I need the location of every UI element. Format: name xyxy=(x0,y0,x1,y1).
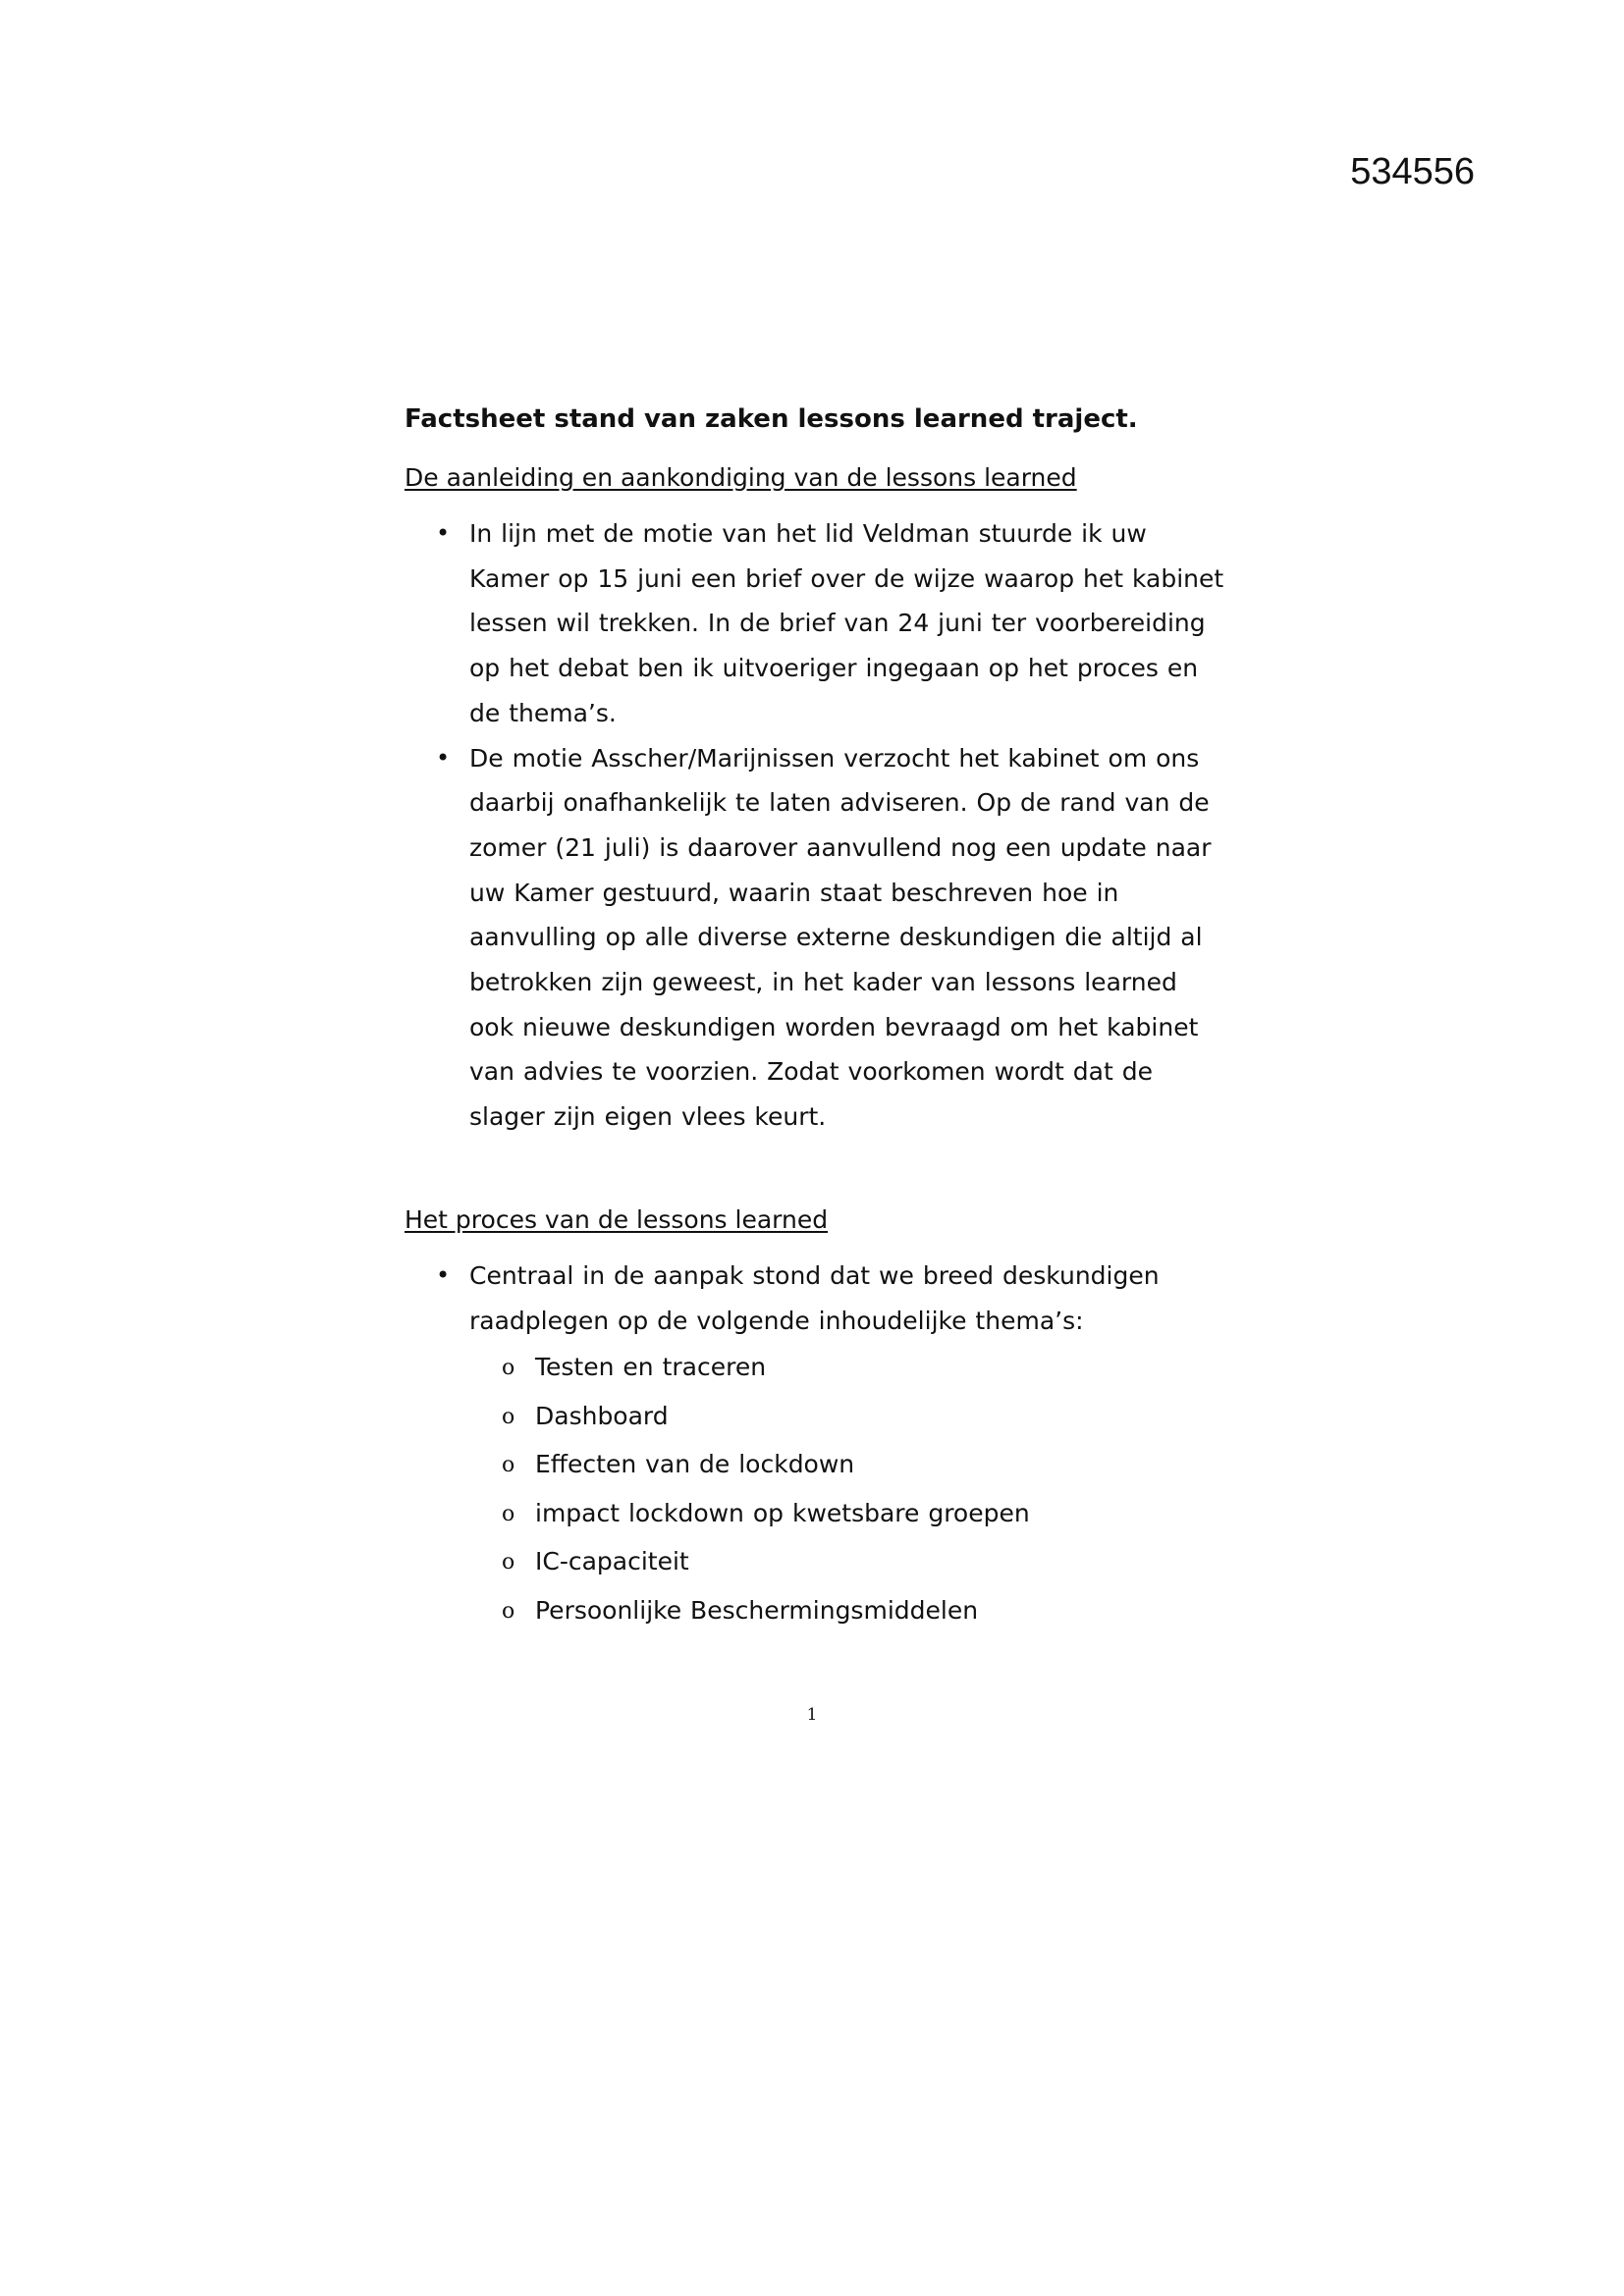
theme-label: impact lockdown op kwetsbare groepen xyxy=(535,1498,1030,1527)
circle-bullet-icon: o xyxy=(502,1356,515,1381)
bullet-line: Centraal in de aanpak stond dat we breed deskundigen xyxy=(469,1260,1160,1290)
bullet-line: slager zijn eigen vlees keurt. xyxy=(469,1102,827,1132)
section-heading-proces: Het proces van de lessons learned xyxy=(405,1204,829,1234)
page-number: 1 xyxy=(806,1705,818,1725)
bullet-line: lessen wil trekken. In de brief van 24 juni ter voorbereiding xyxy=(469,609,1206,638)
theme-item xyxy=(405,1586,1249,1635)
theme-item xyxy=(405,1440,1249,1489)
bullet-list-proces xyxy=(405,1254,1249,1634)
theme-list xyxy=(469,1343,1249,1634)
bullet-line: Kamer op 15 juni een brief over de wijze waarop het kabinet xyxy=(469,563,1224,593)
bullet-line: uw Kamer gestuurd, waarin staat beschreven hoe in xyxy=(469,878,1119,907)
bullet-item xyxy=(405,736,1249,1140)
theme-label: IC-capaciteit xyxy=(535,1547,689,1576)
theme-item xyxy=(405,1537,1249,1586)
theme-item xyxy=(405,1392,1249,1441)
bullet-line: In lijn met de motie van het lid Veldman stuurde ik uw xyxy=(469,519,1147,548)
bullet-line: De motie Asscher/Marijnissen verzocht het kabinet om ons xyxy=(469,743,1200,773)
bullet-item xyxy=(405,1254,1249,1634)
bullet-line: de thema’s. xyxy=(469,698,617,727)
bullet-item xyxy=(405,511,1249,736)
theme-item xyxy=(405,1489,1249,1538)
bullet-line: betrokken zijn geweest, in het kader van lessons learned xyxy=(469,968,1177,997)
bullet-line: ook nieuwe deskundigen worden bevraagd om het kabinet xyxy=(469,1012,1199,1041)
circle-bullet-icon: o xyxy=(502,1501,515,1526)
circle-bullet-icon: o xyxy=(502,1453,515,1478)
bullet-icon: • xyxy=(436,1260,451,1289)
theme-label: Effecten van de lockdown xyxy=(535,1450,855,1479)
section-heading-aanleiding: De aanleiding en aankondiging van de lessons learned xyxy=(405,463,1077,492)
document-body xyxy=(405,400,1249,1634)
bullet-line: zomer (21 juli) is daarover aanvullend nog een update naar xyxy=(469,832,1212,862)
circle-bullet-icon: o xyxy=(502,1404,515,1429)
theme-item xyxy=(405,1343,1249,1392)
bullet-list-aanleiding xyxy=(405,511,1249,1140)
circle-bullet-icon: o xyxy=(502,1598,515,1624)
bullet-line: op het debat ben ik uitvoeriger ingegaan op het proces en xyxy=(469,654,1199,683)
document-title: Factsheet stand van zaken lessons learned traject. xyxy=(405,404,1138,434)
circle-bullet-icon: o xyxy=(502,1550,515,1575)
theme-label: Testen en traceren xyxy=(535,1353,767,1382)
theme-label: Persoonlijke Beschermingsmiddelen xyxy=(535,1595,979,1625)
bullet-line: van advies te voorzien. Zodat voorkomen wordt dat de xyxy=(469,1057,1153,1087)
theme-label: Dashboard xyxy=(535,1401,669,1430)
bullet-line: raadplegen op de volgende inhoudelijke thema’s: xyxy=(469,1306,1084,1335)
bullet-line: daarbij onafhankelijk te laten adviseren. Op de rand van de xyxy=(469,788,1210,818)
bullet-icon: • xyxy=(436,743,451,772)
bullet-icon: • xyxy=(436,519,451,547)
bullet-line: aanvulling op alle diverse externe deskundigen die altijd al xyxy=(469,923,1203,952)
document-number: 534556 xyxy=(1350,151,1475,192)
